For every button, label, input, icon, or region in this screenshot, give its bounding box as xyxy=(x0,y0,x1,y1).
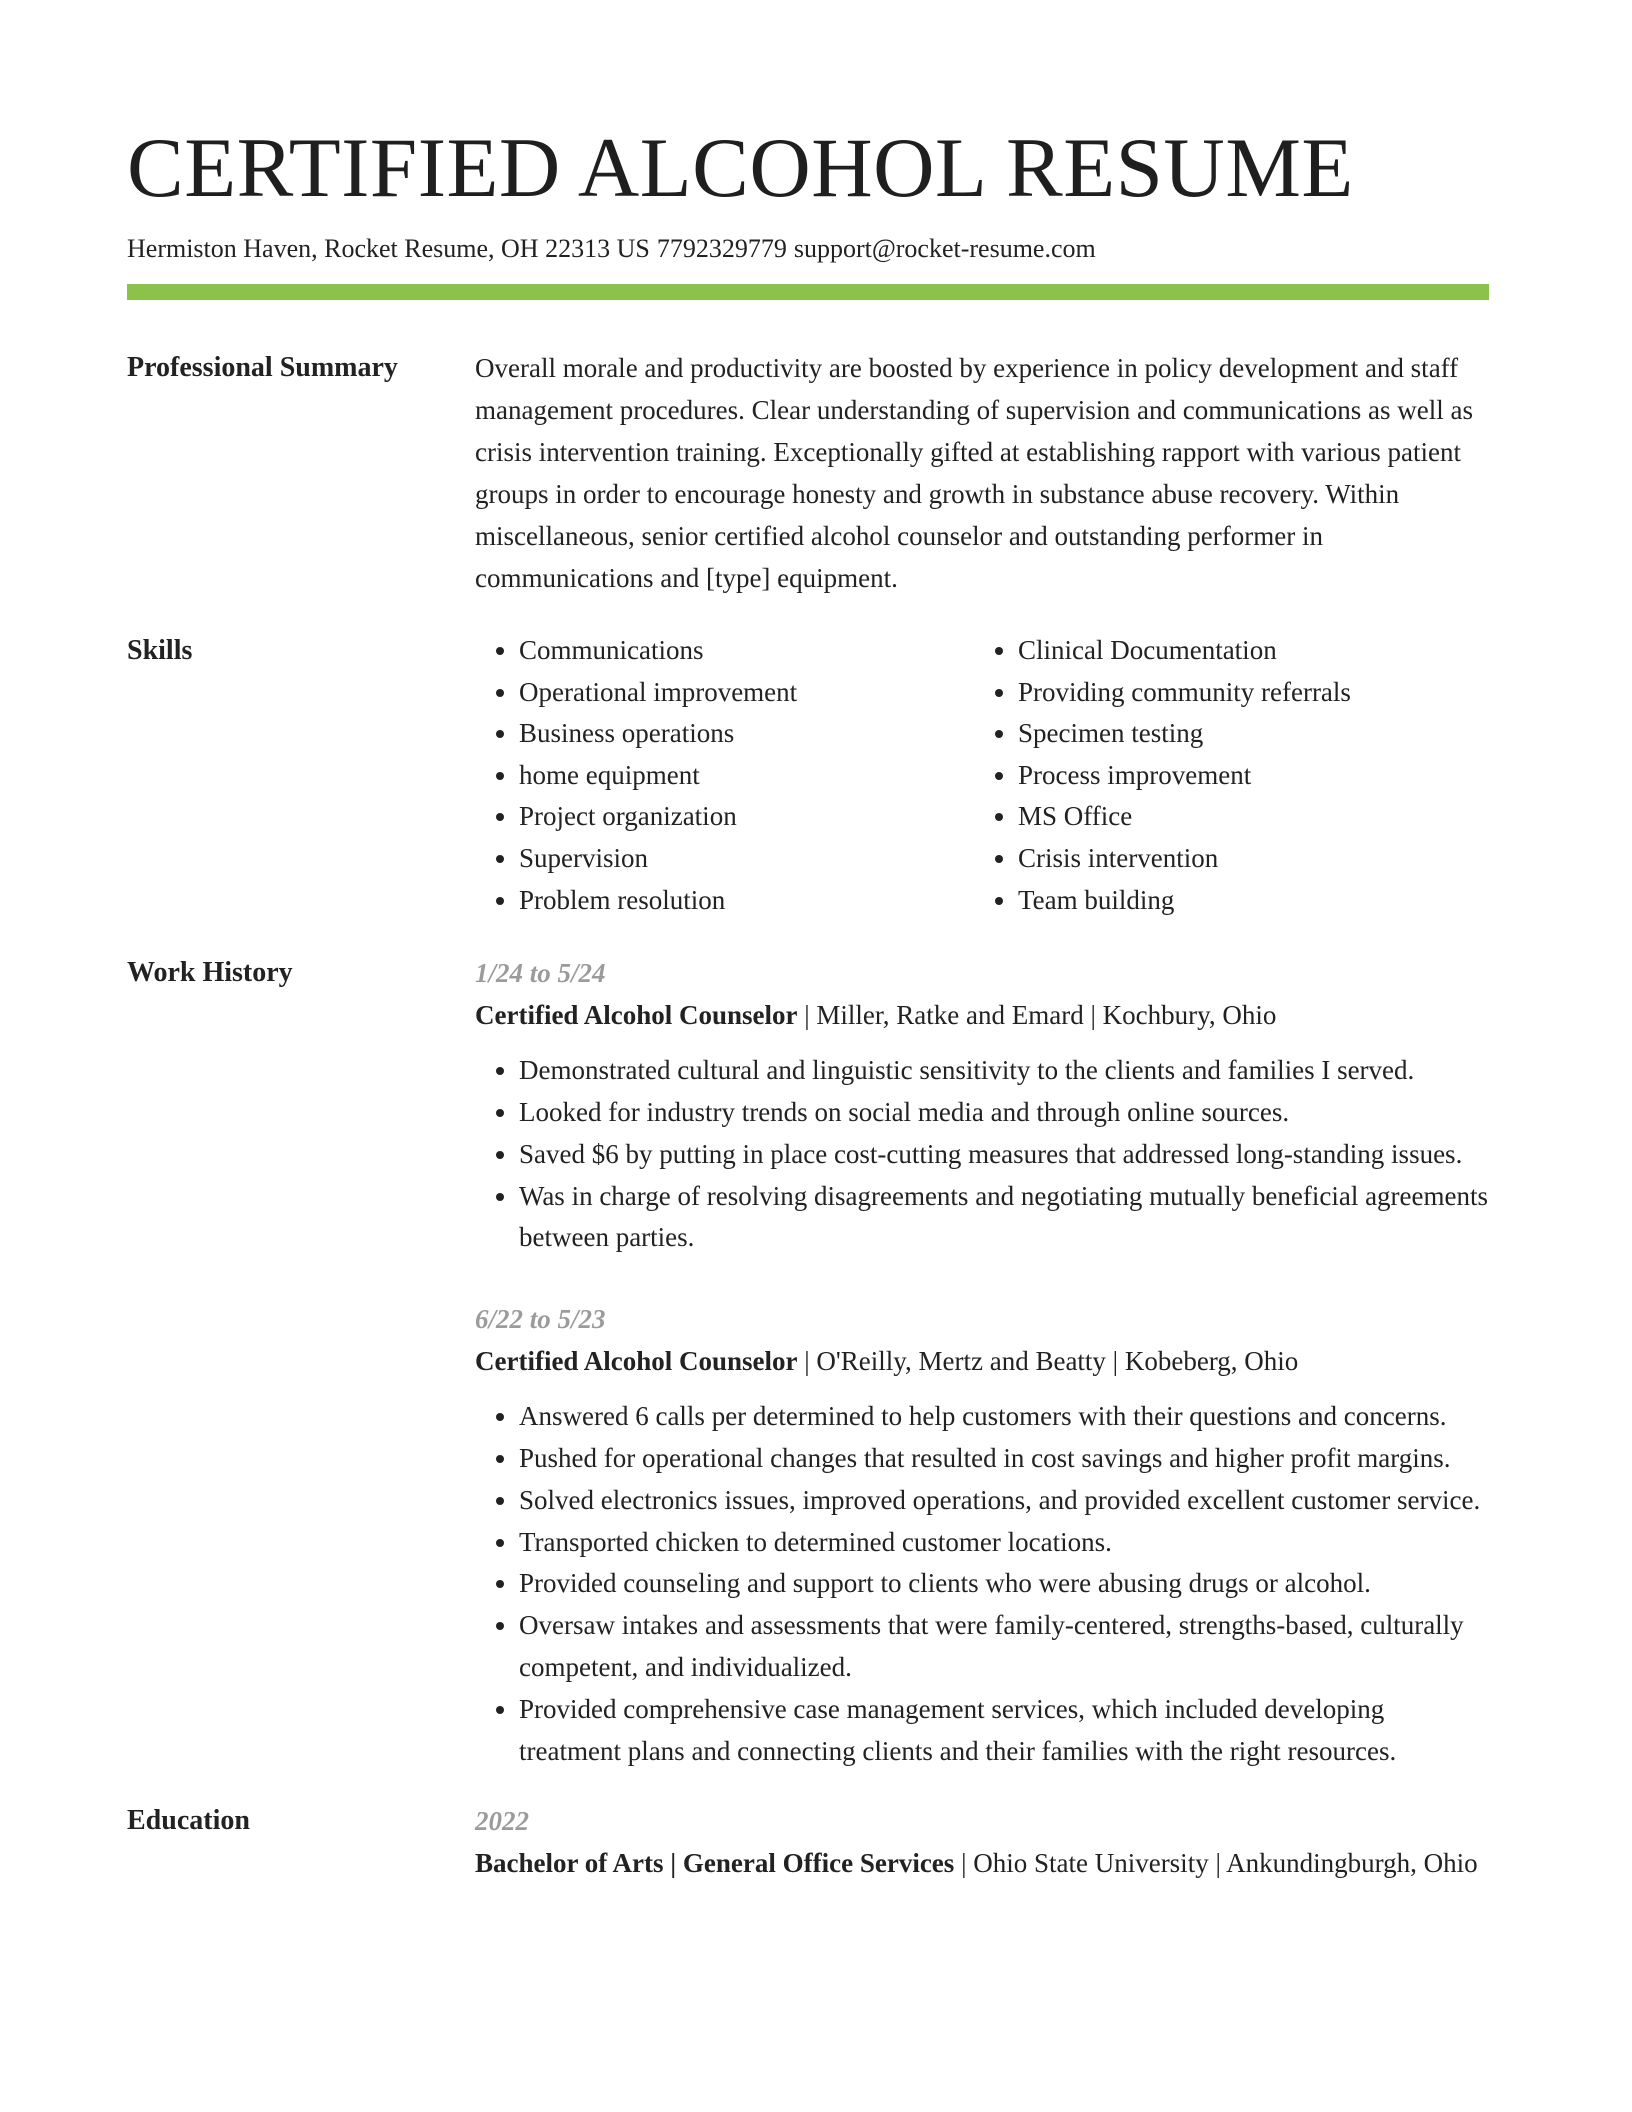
skills-label: Skills xyxy=(127,635,193,666)
resume-page xyxy=(127,118,1489,1884)
skills-section xyxy=(127,630,1489,921)
header-divider xyxy=(127,284,1489,300)
job-bullet: • Answered 6 calls per determined to help customers with their questions and concerns. xyxy=(519,1396,1489,1438)
contact-line xyxy=(127,232,1489,266)
job-entry xyxy=(475,1298,1489,1772)
job-title-line xyxy=(475,1340,1489,1382)
skill-item: • Team building xyxy=(1018,880,1351,922)
education-school: | Ohio State University | Ankundingburgh, Ohio xyxy=(954,1848,1478,1879)
skill-item: • Providing community referrals xyxy=(1018,672,1351,714)
skill-item: • home equipment xyxy=(519,755,974,797)
job-entry xyxy=(475,952,1489,1259)
resume-title: CERTIFIED ALCOHOL RESUME xyxy=(127,121,1354,215)
job-dates: 1/24 to 5/24 xyxy=(475,958,606,989)
skill-item: • MS Office xyxy=(1018,796,1351,838)
job-bullet: • Pushed for operational changes that resulted in cost savings and higher profit margins. xyxy=(519,1438,1489,1480)
skill-item: • Clinical Documentation xyxy=(1018,630,1351,672)
job-bullet: • Provided counseling and support to clients who were abusing drugs or alcohol. xyxy=(519,1563,1489,1605)
contact-phone: 7792329779 xyxy=(656,234,787,263)
job-bullet: • Saved $6 by putting in place cost-cutting measures that addressed long-standing issues. xyxy=(519,1134,1489,1176)
job-bullets xyxy=(475,1396,1489,1772)
skill-item: • Crisis intervention xyxy=(1018,838,1351,880)
summary-text: Overall morale and productivity are boosted by experience in policy development and staff management procedures. Clear understanding of supervision and communications as well as crisis intervention training. Exceptionally gifted at establishing rapport with various patient groups in order to encourage honesty and growth in substance abuse recovery. Within miscellaneous, senior certified alcohol counselor and outstanding performer in communications and [type] equipment. xyxy=(475,353,1473,593)
job-employer: | O'Reilly, Mertz and Beatty | Kobeberg, Ohio xyxy=(797,1346,1299,1377)
job-bullet: • Oversaw intakes and assessments that were family-centered, strengths-based, culturally competent, and individualized. xyxy=(519,1605,1489,1689)
work-history-section xyxy=(127,952,1489,1772)
education-year: 2022 xyxy=(475,1806,529,1837)
skill-item: • Communications xyxy=(519,630,974,672)
skill-item: • Project organization xyxy=(519,796,974,838)
education-line xyxy=(475,1842,1489,1884)
skills-list-left xyxy=(475,630,974,921)
job-title: Certified Alcohol Counselor xyxy=(475,1346,798,1377)
contact-email: support@rocket-resume.com xyxy=(793,234,1096,263)
job-employer: | Miller, Ratke and Emard | Kochbury, Ohio xyxy=(797,1000,1277,1031)
job-title-line xyxy=(475,994,1489,1036)
job-bullet: • Provided comprehensive case management services, which included developing treatment plans and connecting clients and their families with the right resources. xyxy=(519,1689,1489,1773)
job-bullet: • Looked for industry trends on social media and through online sources. xyxy=(519,1092,1489,1134)
skill-item: • Supervision xyxy=(519,838,974,880)
job-bullet: • Demonstrated cultural and linguistic sensitivity to the clients and families I served. xyxy=(519,1050,1489,1092)
job-bullet: • Transported chicken to determined customer locations. xyxy=(519,1522,1489,1564)
contact-address: Hermiston Haven, Rocket Resume, OH 22313 US xyxy=(127,234,650,263)
summary-section xyxy=(127,347,1489,599)
job-bullets xyxy=(475,1050,1489,1259)
skill-item: • Process improvement xyxy=(1018,755,1351,797)
education-label: Education xyxy=(127,1805,250,1837)
work-history-label: Work History xyxy=(127,957,293,989)
education-degree: Bachelor of Arts | General Office Services xyxy=(475,1848,955,1879)
education-section xyxy=(127,1800,1489,1884)
job-dates: 6/22 to 5/23 xyxy=(475,1304,606,1335)
job-bullet: • Was in charge of resolving disagreements and negotiating mutually beneficial agreements between parties. xyxy=(519,1176,1489,1260)
skill-item: • Business operations xyxy=(519,713,974,755)
skill-item: • Specimen testing xyxy=(1018,713,1351,755)
job-title: Certified Alcohol Counselor xyxy=(475,1000,798,1031)
summary-label: Professional Summary xyxy=(127,352,398,383)
skills-list-right xyxy=(974,630,1351,921)
skill-item: • Operational improvement xyxy=(519,672,974,714)
job-bullet: • Solved electronics issues, improved operations, and provided excellent customer service. xyxy=(519,1480,1489,1522)
skill-item: • Problem resolution xyxy=(519,880,974,922)
